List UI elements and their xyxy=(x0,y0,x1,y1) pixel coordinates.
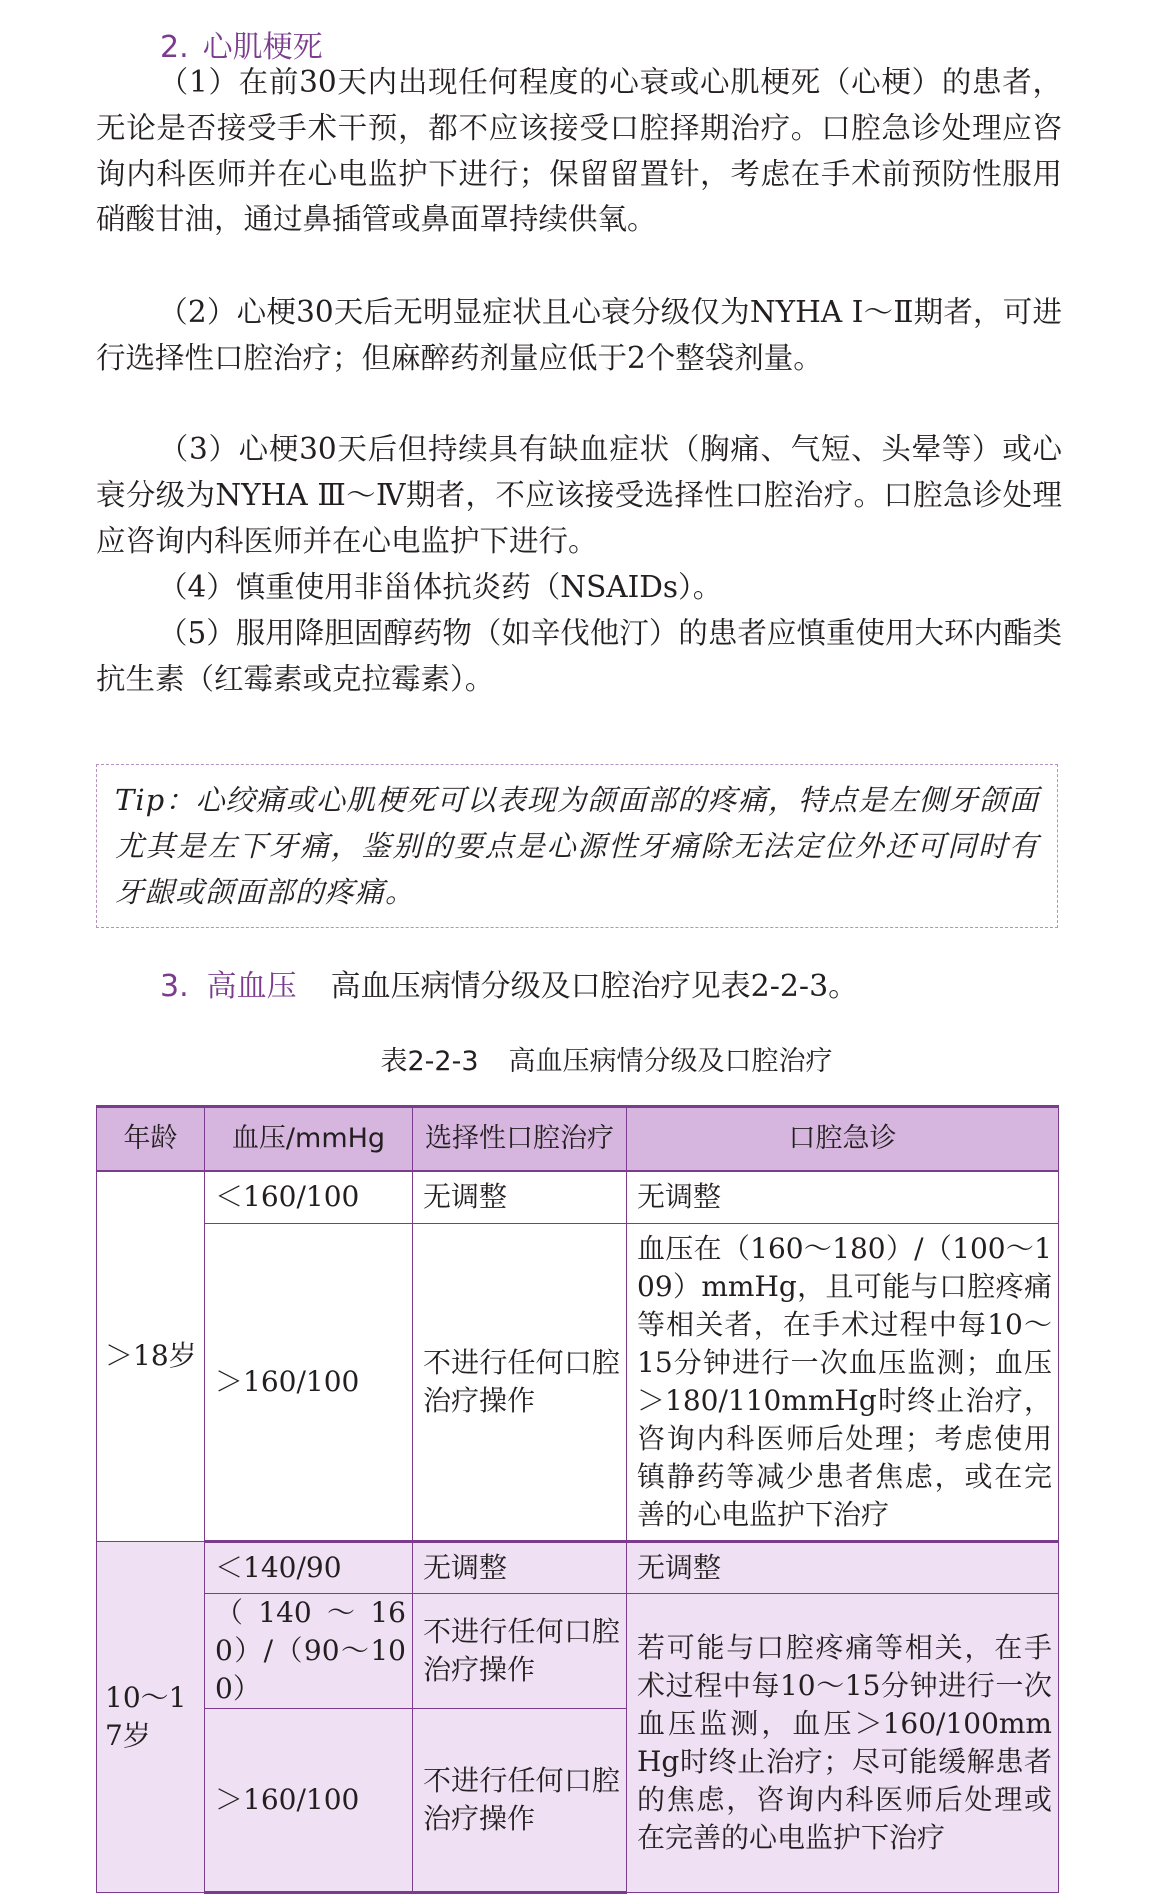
emergency-cell: 血压在（160～180）/（100～109）mmHg，且可能与口腔疼痛等相关者，在手术过程中每10～15分钟进行一次血压监测；血压＞180/110mmHg时终止治疗，咨询内科医师后处理；考虑使用镇静药等减少患者焦虑，或在完善的心电监护下治疗 xyxy=(627,1223,1059,1541)
header-elective: 选择性口腔治疗 xyxy=(413,1107,627,1172)
tip-box xyxy=(96,764,1058,928)
section-2-title: 心肌梗死 xyxy=(202,30,323,65)
section-2-number: 2. xyxy=(160,30,189,65)
bp-cell: （140～160）/（90～100） xyxy=(205,1593,413,1708)
emergency-cell: 无调整 xyxy=(627,1541,1059,1593)
paragraph-1: （1）在前30天内出现任何程度的心衰或心肌梗死（心梗）的患者，无论是否接受手术干预，都不应该接受口腔择期治疗。口腔急诊处理应咨询内科医师并在心电监护下进行；保留留置针，考虑在手术前预防性服用硝酸甘油，通过鼻插管或鼻面罩持续供氧。 xyxy=(96,65,1062,237)
header-age: 年龄 xyxy=(97,1107,205,1172)
age-cell: ＞18岁 xyxy=(97,1171,205,1541)
paragraph-5: （5）服用降胆固醇药物（如辛伐他汀）的患者应慎重使用大环内酯类抗生素（红霉素或克拉霉素）。 xyxy=(96,616,1062,696)
paragraph-2: （2）心梗30天后无明显症状且心衰分级仅为NYHA Ⅰ～Ⅱ期者，可进行选择性口腔治疗；但麻醉药剂量应低于2个整袋剂量。 xyxy=(96,295,1062,375)
elective-cell: 无调整 xyxy=(413,1171,627,1223)
elective-cell: 不进行任何口腔治疗操作 xyxy=(413,1593,627,1708)
table-header-row xyxy=(97,1107,1059,1172)
section-3-title: 高血压 xyxy=(206,969,297,1004)
section-3-number: 3. xyxy=(160,969,189,1004)
bp-cell: ＜140/90 xyxy=(205,1541,413,1593)
table-row xyxy=(97,1593,1059,1708)
bp-cell: ＞160/100 xyxy=(205,1708,413,1892)
group-adult xyxy=(97,1171,1059,1541)
bp-cell: ＞160/100 xyxy=(205,1223,413,1541)
elective-cell: 不进行任何口腔治疗操作 xyxy=(413,1223,627,1541)
group-adolescent xyxy=(97,1541,1059,1892)
section-3-heading xyxy=(160,965,858,1009)
tip-text: Tip：心绞痛或心肌梗死可以表现为颌面部的疼痛，特点是左侧牙颌面尤其是左下牙痛，鉴别的要点是心源性牙痛除无法定位外还可同时有牙龈或颌面部的疼痛。 xyxy=(115,783,1039,909)
table-caption-title: 高血压病情分级及口腔治疗 xyxy=(508,1046,833,1077)
paragraph-3: （3）心梗30天后但持续具有缺血症状（胸痛、气短、头晕等）或心衰分级为NYHA Ⅲ～Ⅳ期者，不应该接受选择性口腔治疗。口腔急诊处理应咨询内科医师并在心电监护下进行。 xyxy=(96,432,1062,558)
table-row xyxy=(97,1171,1059,1223)
paragraph-4: （4）慎重使用非甾体抗炎药（NSAIDs）。 xyxy=(158,570,723,604)
table-row xyxy=(97,1223,1059,1541)
elective-cell: 不进行任何口腔治疗操作 xyxy=(413,1708,627,1892)
header-bp: 血压/mmHg xyxy=(205,1107,413,1172)
elective-cell: 无调整 xyxy=(413,1541,627,1593)
age-cell: 10～17岁 xyxy=(97,1541,205,1892)
bp-cell: ＜160/100 xyxy=(205,1171,413,1223)
hypertension-table xyxy=(96,1105,1059,1894)
header-emergency: 口腔急诊 xyxy=(627,1107,1059,1172)
emergency-merged-cell: 若可能与口腔疼痛等相关，在手术过程中每10～15分钟进行一次血压监测，血压＞160/100mmHg时终止治疗；尽可能缓解患者的焦虑，咨询内科医师后处理或在完善的心电监护下治疗 xyxy=(627,1593,1059,1892)
table-caption xyxy=(0,1042,1165,1082)
table-row xyxy=(97,1541,1059,1593)
emergency-cell: 无调整 xyxy=(627,1171,1059,1223)
section-3-text: 高血压病情分级及口腔治疗见表2-2-3。 xyxy=(330,969,859,1004)
table-caption-number: 表2-2-3 xyxy=(380,1046,479,1077)
